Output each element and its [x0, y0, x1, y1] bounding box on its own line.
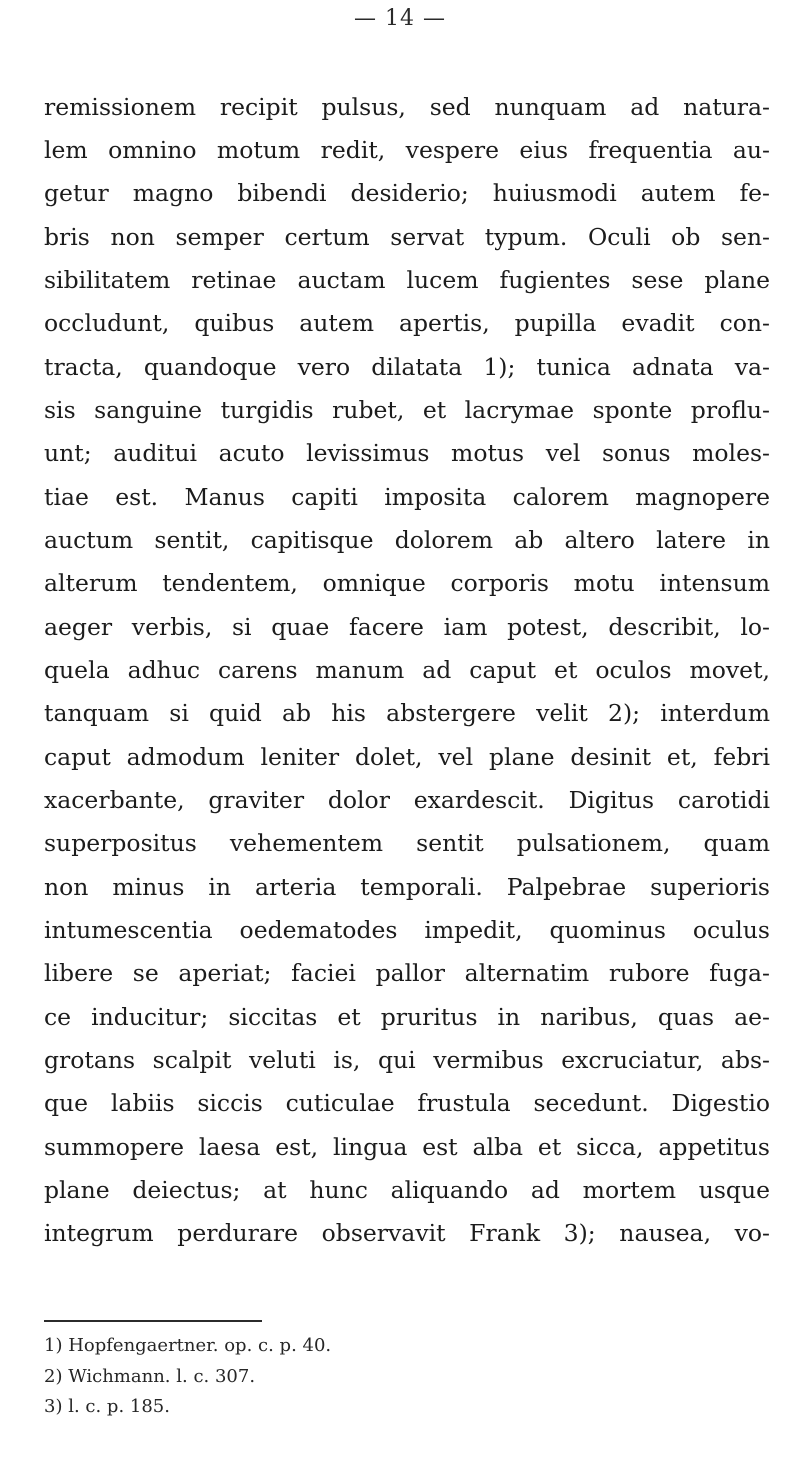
text-line: remissionem recipit pulsus, sed nunquam ad natura- — [44, 93, 770, 121]
text-line: xacerbante, graviter dolor exardescit. Digitus carotidi — [44, 786, 770, 814]
text-line: superpositus vehementem sentit pulsationem, quam — [44, 829, 770, 857]
text-line: lem omnino motum redit, vespere eius frequentia au- — [44, 136, 770, 164]
text-line: que labiis siccis cuticulae frustula secedunt. Digestio — [44, 1089, 770, 1117]
text-line: summopere laesa est, lingua est alba et sicca, appetitus — [44, 1133, 770, 1161]
text-line: occludunt, quibus autem apertis, pupilla evadit con- — [44, 309, 770, 337]
text-line: auctum sentit, capitisque dolorem ab altero latere in — [44, 526, 770, 554]
text-line: grotans scalpit veluti is, qui vermibus excruciatur, abs- — [44, 1046, 770, 1074]
text-line: sibilitatem retinae auctam lucem fugientes sese plane — [44, 266, 770, 294]
text-line: integrum perdurare observavit Frank 3); nausea, vo- — [44, 1219, 770, 1247]
text-line: bris non semper certum servat typum. Oculi ob sen- — [44, 223, 770, 251]
page-number: — 14 — — [354, 6, 446, 31]
text-line: caput admodum leniter dolet, vel plane desinit et, febri — [44, 743, 770, 771]
text-line: unt; auditui acuto levissimus motus vel sonus moles- — [44, 439, 770, 467]
text-line: quela adhuc carens manum ad caput et oculos movet, — [44, 656, 770, 684]
text-line: intumescentia oedematodes impedit, quominus oculus — [44, 916, 770, 944]
text-line: libere se aperiat; faciei pallor alternatim rubore fuga- — [44, 959, 770, 987]
text-line: tiae est. Manus capiti imposita calorem magnopere — [44, 483, 770, 511]
text-line: getur magno bibendi desiderio; huiusmodi autem fe- — [44, 179, 770, 207]
text-line: non minus in arteria temporali. Palpebrae superioris — [44, 873, 770, 901]
text-line: ce inducitur; siccitas et pruritus in naribus, quas ae- — [44, 1003, 770, 1031]
footnote: 2) Wichmann. l. c. 307. — [44, 1366, 256, 1387]
text-line: tanquam si quid ab his abstergere velit 2); interdum — [44, 699, 770, 727]
text-line: tracta, quandoque vero dilatata 1); tunica adnata va- — [44, 353, 770, 381]
footnote: 1) Hopfengaertner. op. c. p. 40. — [44, 1335, 332, 1356]
text-line: aeger verbis, si quae facere iam potest, describit, lo- — [44, 613, 770, 641]
footnote: 3) l. c. p. 185. — [44, 1396, 170, 1417]
text-line: sis sanguine turgidis rubet, et lacrymae sponte proflu- — [44, 396, 770, 424]
text-line: alterum tendentem, omnique corporis motu intensum — [44, 569, 770, 597]
footnote-divider — [44, 1320, 262, 1322]
text-line: plane deiectus; at hunc aliquando ad mortem usque — [44, 1176, 770, 1204]
